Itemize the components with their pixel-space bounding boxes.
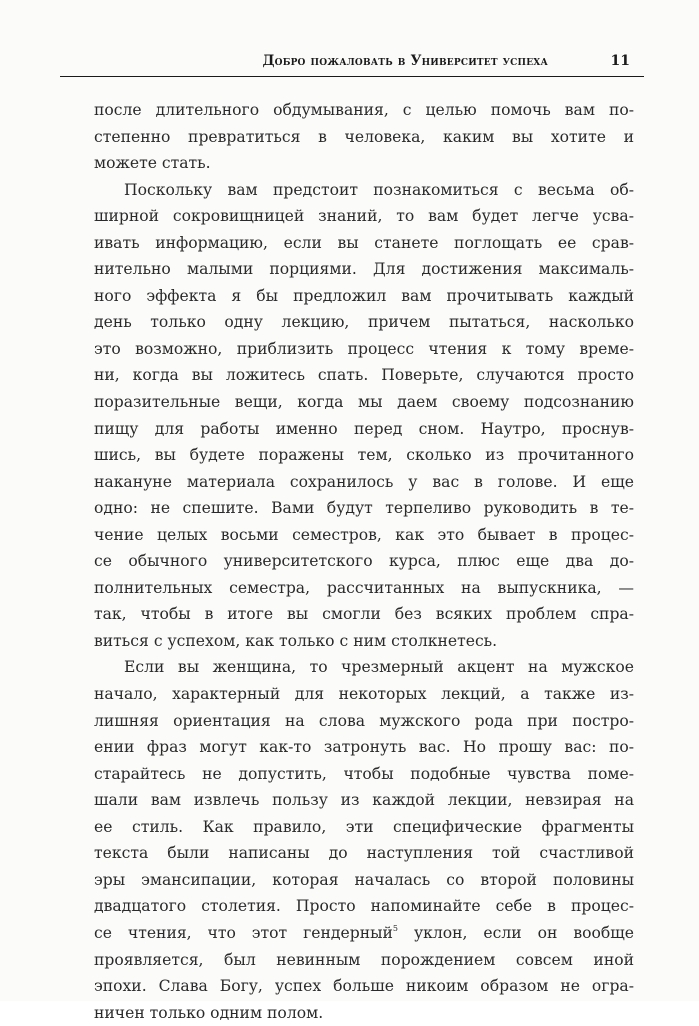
text-line: Если вы женщина, то чрезмерный акцент на мужское [124,658,634,677]
text-line: одно: не спешите. Вами будут терпеливо руководить в те- [94,499,634,518]
text-line: ного эффекта я бы предложил вам прочитывать каждый [94,286,634,305]
text-line: ни, когда вы ложитесь спать. Поверьте, случаются просто [94,366,634,385]
text-line: двадцатого столетия. Просто напоминайте себе в процес- [94,897,634,916]
running-head [60,48,644,77]
text-line: нительно малыми порциями. Для достижения максималь- [94,260,634,279]
text-line: поразительные вещи, когда мы даем своему подсознанию [94,393,634,412]
text-line: степенно превратиться в человека, каким вы хотите и [94,127,634,146]
paragraph [94,97,634,177]
text-line: полнительных семестра, рассчитанных на выпускника, — [94,578,634,597]
paragraph [94,177,634,655]
text-line: ивать информацию, если вы станете поглощать ее срав- [94,233,634,252]
text-line: эры эмансипации, которая началась со второй половины [94,870,634,889]
text-line: ничен только одним полом. [94,1003,324,1022]
text-line: текста были написаны до наступления той счастливой [94,844,634,863]
text-line: после длительного обдумывания, с целью помочь вам по- [94,101,634,119]
running-head-title: Добро пожаловать в Университет успеха [262,53,548,69]
paragraph [94,654,634,1026]
text-line: начало, характерный для некоторых лекций, а также из- [94,685,634,704]
text-line: лишняя ориентация на слова мужского рода при постро- [94,711,634,730]
text-line: се обычного университетского курса, плюс еще два до- [94,552,634,571]
text-line-with-footnote [94,920,634,947]
text-line: проявляется, был невинным порождением совсем иной [94,950,634,969]
text-line: ширной сокровищницей знаний, то вам будет легче усва- [94,207,634,226]
text-line: пищу для работы именно перед сном. Наутро, проснув- [94,419,634,438]
page-number: 11 [610,53,630,69]
text-line: шали вам извлечь пользу из каждой лекции, невзирая на [94,791,634,810]
footnote-marker: 5 [392,923,399,933]
text-line: ении фраз могут как-то затронуть вас. Но прошу вас: по- [94,738,634,757]
text-line: день только одну лекцию, причем пытаться, насколько [94,313,634,332]
text-line: так, чтобы в итоге вы смогли без всяких проблем спра- [94,605,634,624]
text-line: накануне материала сохранилось у вас в голове. И еще [94,472,634,491]
text-line: эпохи. Слава Богу, успех больше никоим образом не огра- [94,977,634,996]
text-line: виться с успехом, как только с ним столкнетесь. [94,631,498,650]
text-line: это возможно, приблизить процесс чтения к тому време- [94,339,634,358]
text-line: чение целых восьми семестров, как это бывает в процес- [94,525,634,544]
text-segment: се чтения, что этот гендерный [94,923,393,942]
text-line: Поскольку вам предстоит познакомиться с весьма об- [124,180,634,199]
text-line: старайтесь не допустить, чтобы подобные чувства поме- [94,764,634,783]
text-segment: уклон, если он вообще [398,923,634,942]
text-line: можете стать. [94,154,211,173]
body-text [94,97,634,1026]
text-line: ее стиль. Как правило, эти специфические фрагменты [94,817,634,836]
text-line: шись, вы будете поражены тем, сколько из прочитанного [94,446,634,465]
